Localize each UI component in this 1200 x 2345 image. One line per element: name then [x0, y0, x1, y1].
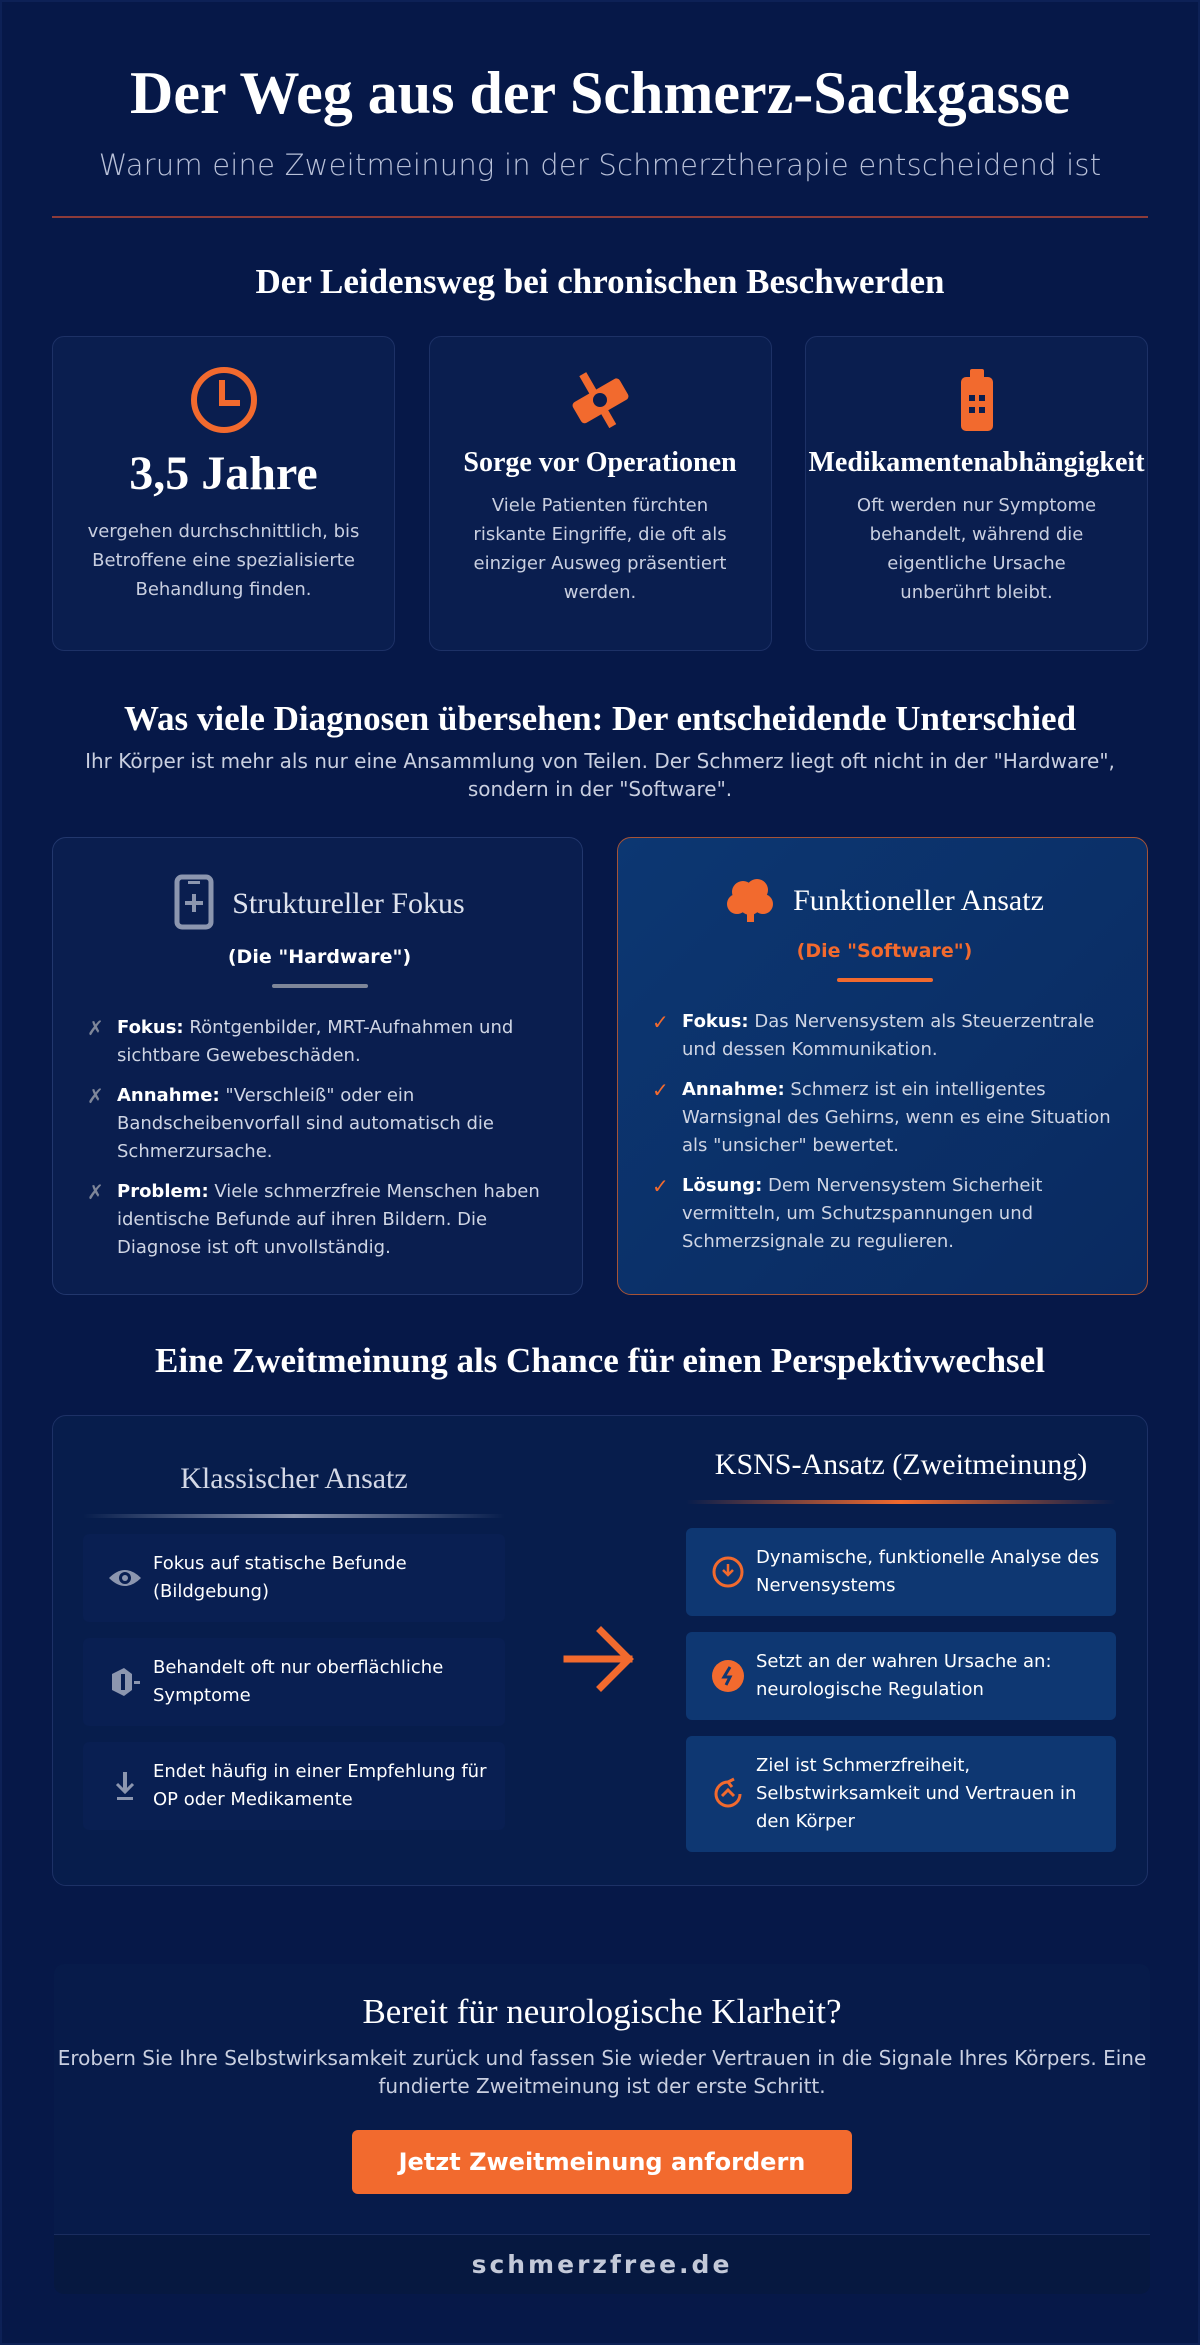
ksns-item — [686, 1736, 1116, 1852]
functional-panel — [617, 837, 1148, 1295]
list-item — [87, 1082, 552, 1166]
list-item — [652, 1008, 1117, 1064]
difference-title: Was viele Diagnosen übersehen: Der entscheidende Unterschied — [123, 699, 1077, 738]
classic-line — [83, 1514, 505, 1518]
brain-icon — [725, 874, 775, 928]
list-item — [87, 1014, 552, 1070]
functional-tag: (Die "Software") — [796, 940, 973, 962]
classic-title: Klassischer Ansatz — [180, 1462, 408, 1495]
footer-domain[interactable]: schmerzfree.de — [54, 2234, 1150, 2294]
ksns-column — [686, 1416, 1116, 1852]
item-text: Röntgenbilder, MRT-Aufnahmen und sichtbare Gewebeschäden. — [117, 1017, 514, 1066]
classic-item-text: Fokus auf statische Befunde (Bildgebung) — [153, 1553, 407, 1602]
classic-item-text: Behandelt oft nur oberflächliche Symptome — [153, 1657, 444, 1706]
target-icon — [700, 1659, 756, 1693]
request-second-opinion-button[interactable]: Jetzt Zweitmeinung anfordern — [352, 2130, 852, 2194]
item-label: Problem: — [117, 1181, 209, 1202]
card-duration — [52, 336, 395, 651]
difference-section — [2, 699, 1198, 1295]
item-label: Fokus: — [117, 1017, 184, 1038]
structural-tag: (Die "Hardware") — [227, 946, 412, 968]
card-surgery-text: Viele Patienten fürchten riskante Eingriffe, die oft als einziger Ausweg präsentiert werden. — [473, 495, 727, 603]
item-text: Das Nervensystem als Steuerzentrale und dessen Kommunikation. — [682, 1011, 1095, 1060]
bandage-icon — [97, 1666, 153, 1698]
dead-end-icon — [97, 1770, 153, 1802]
heart-cycle-icon — [700, 1776, 756, 1812]
card-duration-heading: 3,5 Jahre — [129, 447, 318, 500]
perspective-box — [52, 1415, 1148, 1886]
list-item — [652, 1172, 1117, 1256]
classic-item — [83, 1742, 505, 1830]
cross-icon: ✗ — [87, 1084, 104, 1108]
structural-title: Struktureller Fokus — [232, 887, 465, 920]
page-subtitle: Warum eine Zweitmeinung in der Schmerztherapie entscheidend ist — [98, 148, 1102, 182]
item-label: Lösung: — [682, 1175, 763, 1196]
gauge-icon — [700, 1555, 756, 1589]
ksns-item-text: Setzt an der wahren Ursache an: neurologische Regulation — [756, 1651, 1052, 1700]
difference-intro: Ihr Körper ist mehr als nur eine Ansammlung von Teilen. Der Schmerz liegt oft nicht in der "Hardware", sondern in der "Software". — [85, 749, 1115, 801]
ksns-item — [686, 1528, 1116, 1616]
suffering-section — [2, 262, 1198, 651]
classic-item-text: Endet häufig in einer Empfehlung für OP oder Medikamente — [153, 1761, 487, 1810]
header-divider — [52, 216, 1148, 218]
structural-underline — [272, 984, 368, 988]
eye-icon — [97, 1566, 153, 1590]
functional-underline — [837, 978, 933, 982]
item-text: Dem Nervensystem Sicherheit vermitteln, um Schutzspannungen und Schmerzsignale zu regulieren. — [682, 1175, 1043, 1252]
card-medication-text: Oft werden nur Symptome behandelt, während die eigentliche Ursache unberührt bleibt. — [856, 495, 1097, 603]
item-text: "Verschleiß" oder ein Bandscheibenvorfall sind automatisch die Schmerzursache. — [117, 1085, 495, 1162]
page-header — [2, 2, 1198, 218]
cross-icon: ✗ — [87, 1016, 104, 1040]
ksns-line — [686, 1500, 1116, 1504]
perspective-title: Eine Zweitmeinung als Chance für einen Perspektivwechsel — [155, 1341, 1045, 1380]
item-text: Viele schmerzfreie Menschen haben identische Befunde auf ihren Bildern. Die Diagnose ist oft unvollständig. — [117, 1181, 540, 1258]
cta-text: Erobern Sie Ihre Selbstwirksamkeit zurück und fassen Sie wieder Vertrauen in die Signale Ihres Körpers. Eine fundierte Zweitmeinung ist der erste Schritt. — [57, 2046, 1147, 2098]
cross-icon: ✗ — [87, 1180, 104, 1204]
item-label: Fokus: — [682, 1011, 749, 1032]
classic-column — [83, 1416, 505, 1830]
ksns-item — [686, 1632, 1116, 1720]
clock-icon — [53, 365, 394, 435]
page-title: Der Weg aus der Schmerz-Sackgasse — [130, 60, 1070, 126]
card-medication-heading: Medikamentenabhängigkeit — [808, 447, 1145, 478]
list-item — [87, 1178, 552, 1262]
arrow-right-icon — [563, 1626, 637, 1696]
card-duration-text: vergehen durchschnittlich, bis Betroffene eine spezialisierte Behandlung finden. — [87, 521, 360, 600]
surgery-icon — [430, 365, 771, 435]
cta-title: Bereit für neurologische Klarheit? — [362, 1992, 842, 2031]
perspective-section — [2, 1341, 1198, 1886]
structural-list — [87, 1014, 552, 1262]
ksns-item-text: Dynamische, funktionelle Analyse des Nervensystems — [756, 1547, 1100, 1596]
card-surgery-heading: Sorge vor Operationen — [463, 447, 737, 478]
structural-panel — [52, 837, 583, 1295]
check-icon: ✓ — [652, 1078, 669, 1102]
classic-item — [83, 1534, 505, 1622]
functional-title: Funktioneller Ansatz — [793, 884, 1044, 917]
check-icon: ✓ — [652, 1174, 669, 1198]
device-icon — [174, 874, 214, 934]
cta-section — [54, 1964, 1150, 2294]
item-label: Annahme: — [682, 1079, 785, 1100]
functional-list — [652, 1008, 1117, 1256]
check-icon: ✓ — [652, 1010, 669, 1034]
ksns-title: KSNS-Ansatz (Zweitmeinung) — [714, 1448, 1088, 1481]
list-item — [652, 1076, 1117, 1160]
classic-item — [83, 1638, 505, 1726]
item-label: Annahme: — [117, 1085, 220, 1106]
card-surgery — [429, 336, 772, 651]
item-text: Schmerz ist ein intelligentes Warnsignal des Gehirns, wenn es eine Situation als "unsicher" bewertet. — [682, 1079, 1111, 1156]
card-medication — [805, 336, 1148, 651]
ksns-item-text: Ziel ist Schmerzfreiheit, Selbstwirksamkeit und Vertrauen in den Körper — [756, 1755, 1077, 1832]
pill-bottle-icon — [806, 365, 1147, 435]
suffering-title: Der Leidensweg bei chronischen Beschwerden — [255, 262, 945, 301]
